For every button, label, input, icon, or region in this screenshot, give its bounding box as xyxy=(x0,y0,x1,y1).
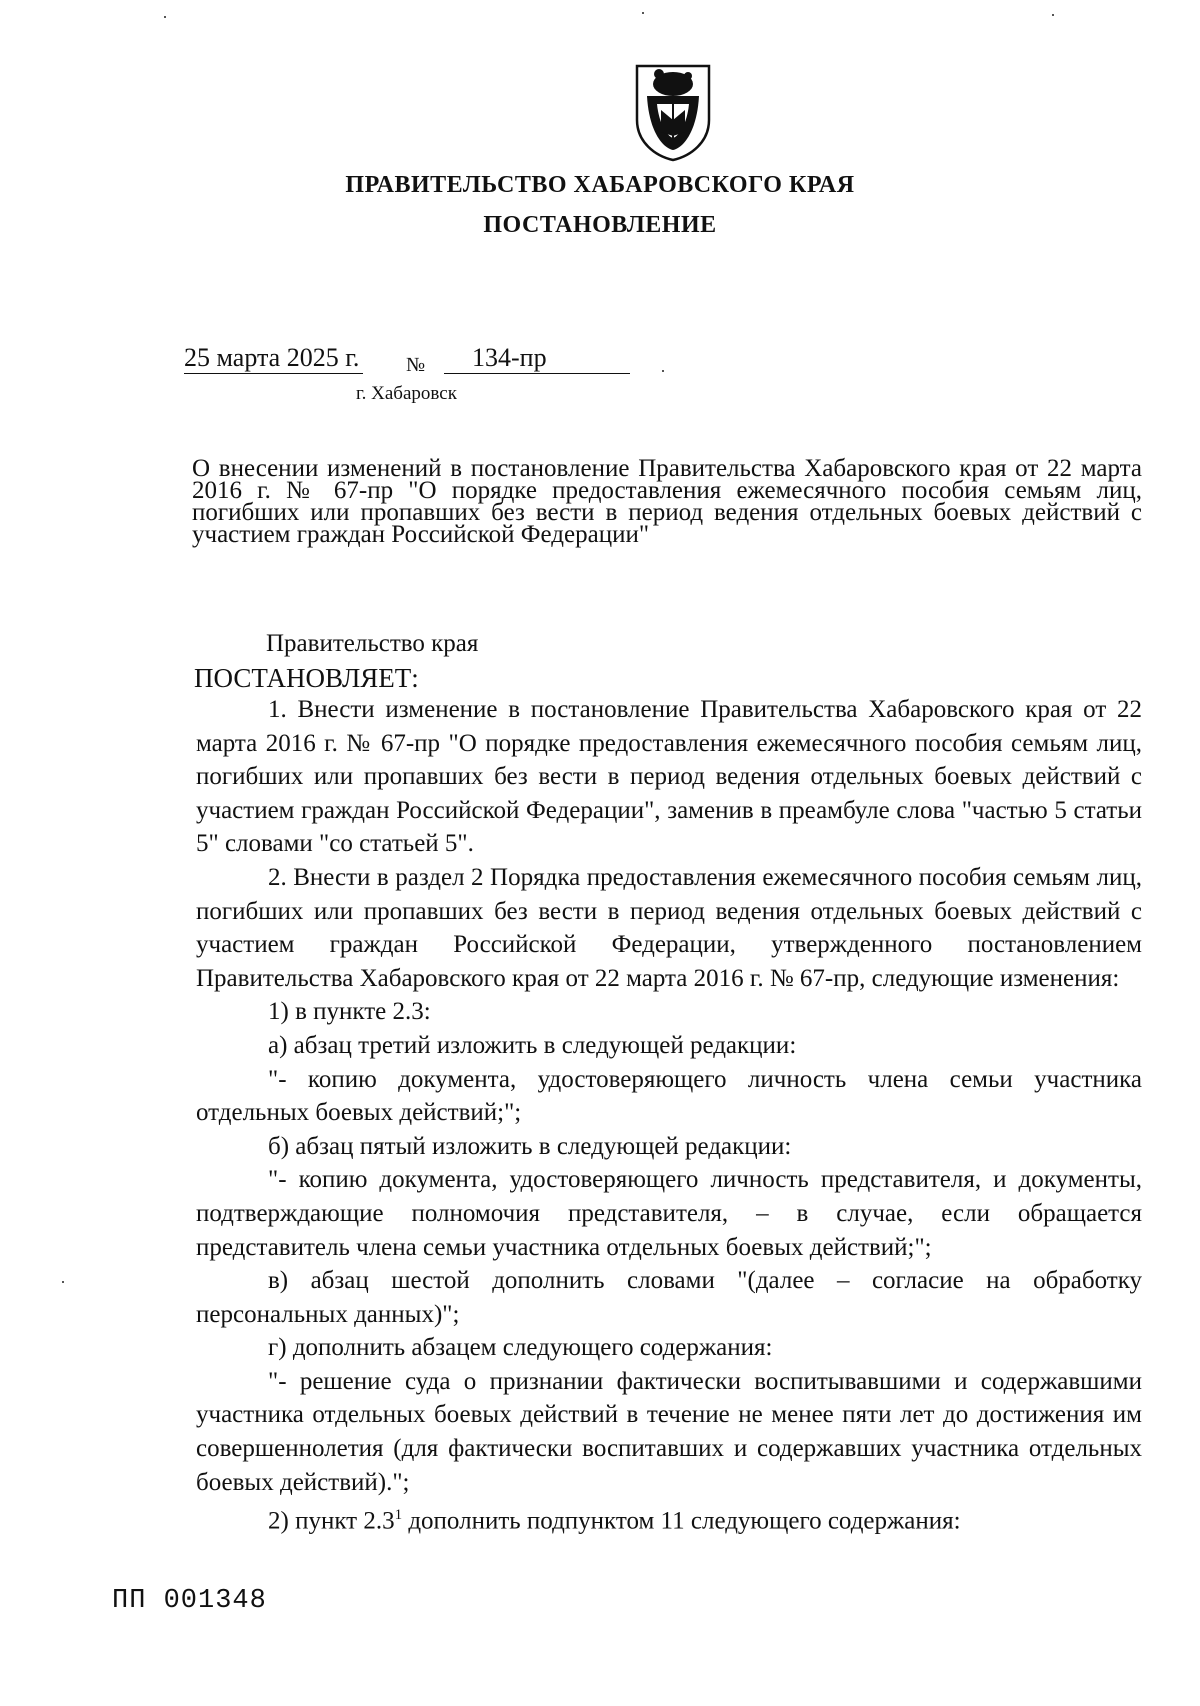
item-2-after: дополнить подпунктом 11 следующего содержания: xyxy=(402,1507,961,1535)
paragraph-2-item-1a-text: "- копию документа, удостоверяющего личность члена семьи участника отдельных боевых действий;"; xyxy=(196,1065,1142,1127)
preamble-decrees: ПОСТАНОВЛЯЕТ: xyxy=(194,663,419,693)
document-number: 134-пр xyxy=(444,343,630,374)
paragraph-2-item-2 xyxy=(196,1499,1142,1538)
paragraph-2-item-1v: в) абзац шестой дополнить словами "(далее – согласие на обработку персональных данных)"; xyxy=(196,1267,1142,1328)
coat-of-arms-icon xyxy=(633,62,713,162)
scan-dot xyxy=(662,370,664,372)
item-2-superscript: 1 xyxy=(394,1507,403,1524)
item-2-before: 2) пункт 2.3 xyxy=(268,1507,395,1535)
paragraph-2-item-1a: а) абзац третий изложить в следующей редакции: xyxy=(268,1031,797,1059)
scan-dot xyxy=(642,12,644,14)
paragraph-2-item-1g-text: "- решение суда о признании фактически воспитывавшими и содержавшими участника отдельных боевых действий в течение не менее пяти лет до достижения им совершеннолетия (для фактически воспитавших и содержавших участника отдельных боевых действий)."; xyxy=(196,1367,1142,1496)
number-sign: № xyxy=(406,354,426,376)
document-subject: О внесении изменений в постановление Правительства Хабаровского края от 22 марта 2016 г. № 67-пр "О порядке предоставления ежемесячного пособия семьям лиц, погибших или пропавших без вести в период ведения отдельных боевых действий с участием граждан Российской Федерации" xyxy=(192,455,1142,548)
scan-dot xyxy=(164,16,166,18)
paragraph-2-item-1g: г) дополнить абзацем следующего содержания: xyxy=(268,1334,773,1362)
scan-dot xyxy=(62,1281,64,1283)
paragraph-1: 1. Внести изменение в постановление Правительства Хабаровского края от 22 марта 2016 г. № 67-пр "О порядке предоставления ежемесячного пособия семьям лиц, погибших или пропавших без вести в период ведения отдельных боевых действий с участием граждан Российской Федерации", заменив в преамбуле слова "частью 5 статьи 5" словами "со статьей 5". xyxy=(196,696,1142,858)
document-body xyxy=(196,693,1142,1538)
document-city: г. Хабаровск xyxy=(356,383,457,404)
scan-dot xyxy=(1052,14,1054,16)
document-type-title: ПОСТАНОВЛЕНИЕ xyxy=(483,212,717,238)
footer-serial-code: ПП 001348 xyxy=(112,1586,267,1616)
document-date: 25 марта 2025 г. xyxy=(184,343,363,374)
paragraph-2-item-1b-text: "- копию документа, удостоверяющего личность представителя, и документы, подтверждающие полномочия представителя, – в случае, если обращается представитель члена семьи участника отдельных боевых действий;"; xyxy=(196,1166,1142,1261)
government-title: ПРАВИТЕЛЬСТВО ХАБАРОВСКОГО КРАЯ xyxy=(345,172,855,198)
paragraph-2-item-1: 1) в пункте 2.3: xyxy=(268,998,431,1026)
paragraph-2-item-1b: б) абзац пятый изложить в следующей редакции: xyxy=(268,1132,792,1160)
preamble-government: Правительство края xyxy=(266,630,479,657)
paragraph-2: 2. Внести в раздел 2 Порядка предоставления ежемесячного пособия семьям лиц, погибших или пропавших без вести в период ведения отдельных боевых действий с участием граждан Российской Федерации, утвержденного постановлением Правительства Хабаровского края от 22 марта 2016 г. № 67-пр, следующие изменения: xyxy=(196,863,1142,992)
